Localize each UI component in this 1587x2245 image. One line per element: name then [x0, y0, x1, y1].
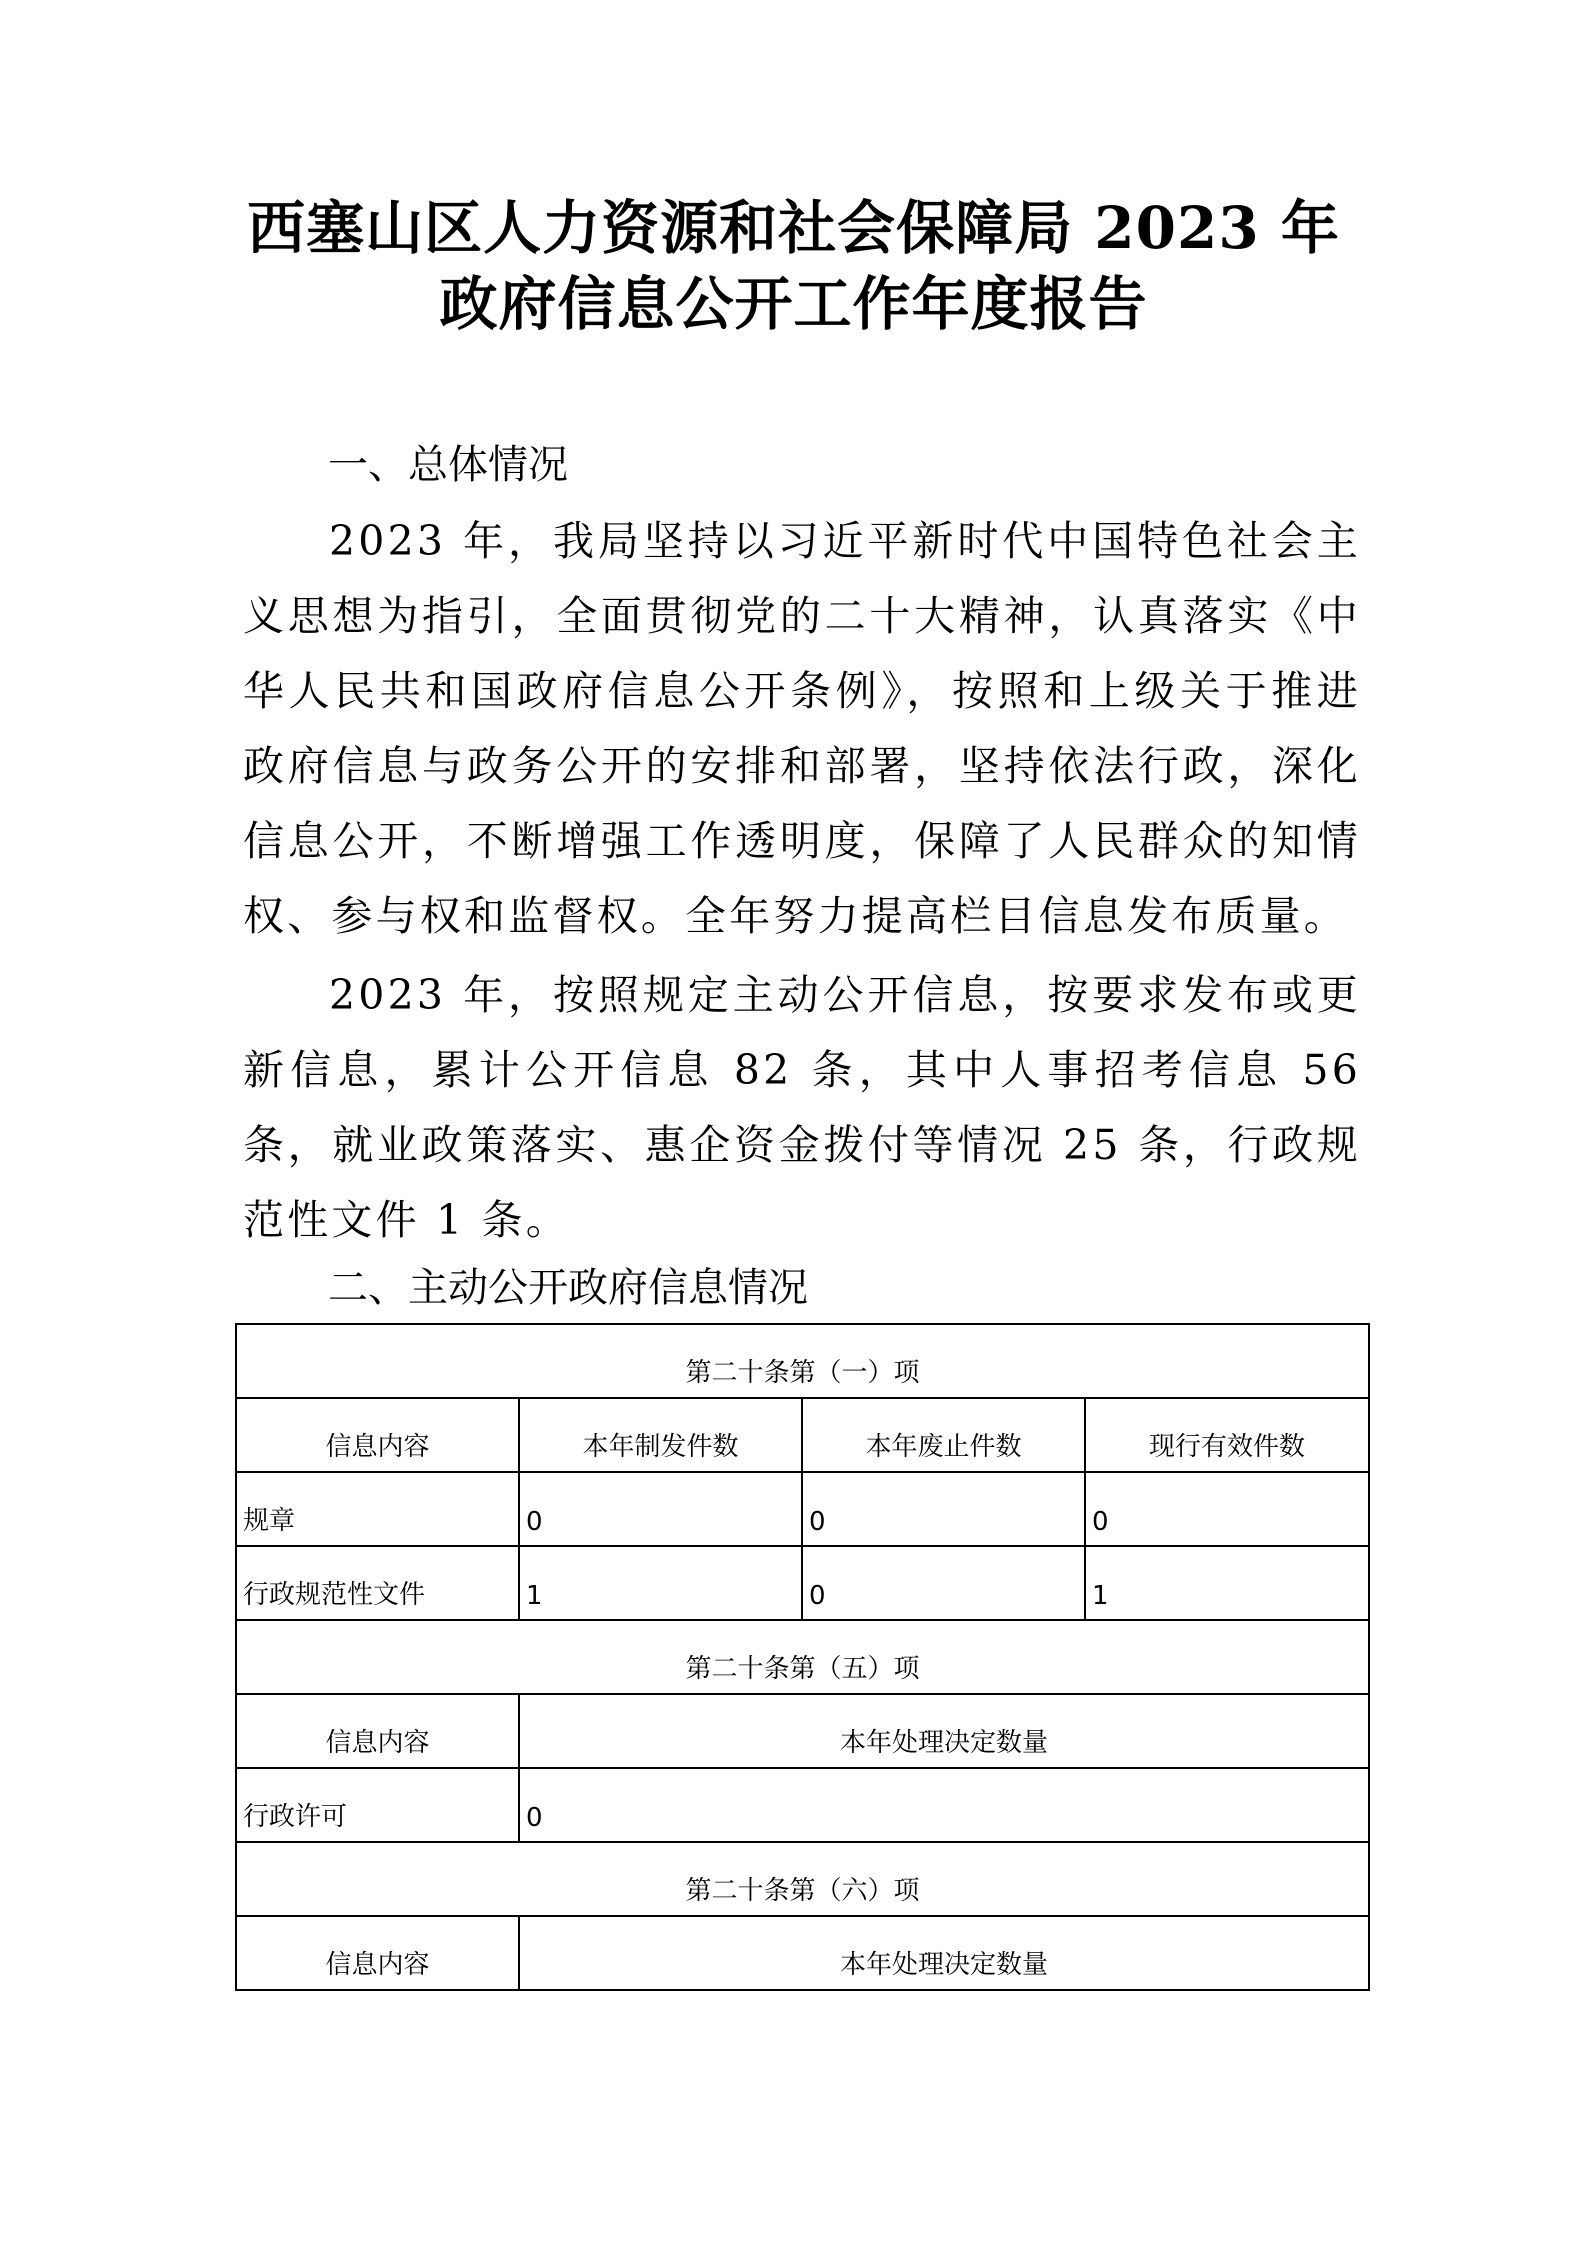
- section1-paragraph-1: 2023 年，我局坚持以习近平新时代中国特色社会主义思想为指引，全面贯彻党的二十大精神，认真落实《中华人民共和国政府信息公开条例》，按照和上级关于推进政府信息与政务公开的安排和部署，坚持依法行政，深化信息公开，不断增强工作透明度，保障了人民群众的知情权、参与权和监督权。全年努力提高栏目信息发布质量。: [243, 517, 1361, 940]
- row-label: 行政规范性文件: [236, 1546, 519, 1620]
- row-valid: 0: [1085, 1472, 1369, 1546]
- section-title-item1: 第二十条第（一）项: [236, 1324, 1369, 1398]
- section2-heading: 二、主动公开政府信息情况: [328, 1265, 808, 1311]
- table-row: [236, 1620, 1369, 1694]
- table-header-row: [236, 1398, 1369, 1472]
- row-issued: 0: [519, 1472, 802, 1546]
- document-title: [0, 190, 1587, 342]
- row-label: 规章: [236, 1472, 519, 1546]
- table-row: [236, 1546, 1369, 1620]
- header-issued-count: 本年制发件数: [519, 1398, 802, 1472]
- row-label: 行政许可: [236, 1768, 519, 1842]
- header-decision-count: 本年处理决定数量: [519, 1916, 1369, 1990]
- header-decision-count: 本年处理决定数量: [519, 1694, 1369, 1768]
- table-row: [236, 1472, 1369, 1546]
- section-title-item5: 第二十条第（五）项: [236, 1620, 1369, 1694]
- document-title-line2: 政府信息公开工作年度报告: [439, 270, 1148, 338]
- row-issued: 1: [519, 1546, 802, 1620]
- table-header-row: [236, 1916, 1369, 1990]
- row-valid: 1: [1085, 1546, 1369, 1620]
- table-row: [236, 1324, 1369, 1398]
- section-title-item6: 第二十条第（六）项: [236, 1842, 1369, 1916]
- document-title-line1: 西塞山区人力资源和社会保障局 2023 年: [247, 194, 1340, 262]
- disclosure-table: [235, 1323, 1370, 1991]
- header-valid-count: 现行有效件数: [1085, 1398, 1369, 1472]
- row-repealed: 0: [802, 1546, 1085, 1620]
- table-row: [236, 1842, 1369, 1916]
- header-info-content: 信息内容: [236, 1916, 519, 1990]
- header-info-content: 信息内容: [236, 1694, 519, 1768]
- header-info-content: 信息内容: [236, 1398, 519, 1472]
- table-row: [236, 1768, 1369, 1842]
- header-repealed-count: 本年废止件数: [802, 1398, 1085, 1472]
- section1-paragraph-2: 2023 年，按照规定主动公开信息，按要求发布或更新信息，累计公开信息 82 条，其中人事招考信息 56 条，就业政策落实、惠企资金拨付等情况 25 条，行政规范性文件 1 条。: [243, 971, 1361, 1244]
- row-decision-count: 0: [519, 1768, 1369, 1842]
- section1-heading: 一、总体情况: [328, 442, 568, 488]
- row-repealed: 0: [802, 1472, 1085, 1546]
- table-header-row: [236, 1694, 1369, 1768]
